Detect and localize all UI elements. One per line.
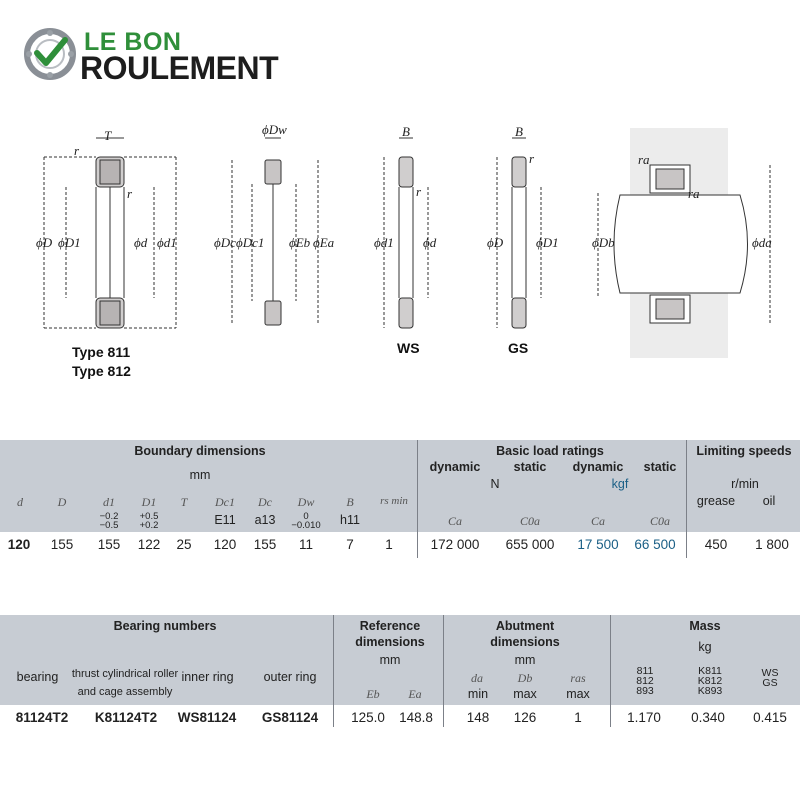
svg-text:r: r: [74, 143, 80, 158]
dynamic-n-label: dynamic: [429, 460, 481, 474]
cell-Ca-n: 172 000: [430, 537, 480, 552]
sym-B: B: [346, 495, 354, 509]
sym-C0a-n: C0a: [519, 514, 540, 528]
cell-ras: 1: [574, 710, 582, 725]
cell-mass-811: 1.170: [627, 710, 661, 725]
mass-col3-line1: WS: [761, 667, 779, 679]
svg-text:ϕDc1: ϕDc1: [236, 235, 265, 250]
roller-assembly-drawing: [232, 138, 318, 325]
svg-text:ϕD1: ϕD1: [536, 235, 559, 250]
cell-D: 155: [50, 537, 74, 552]
cell-C0a-n: 655 000: [505, 537, 555, 552]
mass-col1-label: [625, 666, 665, 696]
label-max-ras: max: [566, 687, 590, 701]
oil-label: oil: [762, 494, 776, 508]
sym-d: d: [17, 495, 23, 509]
group-mass: Mass: [689, 619, 721, 633]
sym-rs-min: rs min: [380, 495, 408, 507]
svg-text:r: r: [127, 186, 133, 201]
cell-Db: 126: [513, 710, 537, 725]
group-boundary: Boundary dimensions: [134, 444, 266, 458]
group-load-ratings: Basic load ratings: [496, 444, 604, 458]
group-reference-line2: dimensions: [355, 635, 425, 649]
tol-d1-lower: −0.5: [99, 520, 119, 531]
sym-Ea: Ea: [408, 687, 422, 701]
tol-Dw-upper: 0: [303, 511, 309, 522]
mass-col2-line3: K893: [697, 685, 723, 697]
sym-Dc: Dc: [258, 495, 272, 509]
svg-text:ϕd: ϕd: [423, 235, 437, 250]
col-assembly-line1: thrust cylindrical roller: [71, 668, 179, 680]
cell-C0a-kgf: 66 500: [634, 537, 676, 552]
group-limiting-speeds: Limiting speeds: [696, 444, 792, 458]
mass-col2-line2: K812: [697, 675, 723, 687]
cell-da: 148: [466, 710, 490, 725]
table-bearing-numbers: [0, 615, 800, 730]
logo-text-top: LE BON: [84, 28, 182, 56]
mass-col1-line2: 812: [636, 675, 654, 687]
tol-D1-upper: +0.5: [139, 511, 159, 522]
svg-text:ra: ra: [688, 186, 700, 201]
static-n-label: static: [513, 460, 547, 474]
label-max: max: [513, 687, 537, 701]
cell-Dc1: 120: [213, 537, 237, 552]
cell-bearing: 81124T2: [15, 710, 69, 725]
static-kgf-label: static: [643, 460, 677, 474]
logo-text-bottom: ROULEMENT: [80, 50, 279, 86]
svg-text:T: T: [104, 128, 112, 143]
tol-Dw-lower: −0.010: [291, 520, 321, 531]
gs-label: GS: [508, 340, 529, 356]
col-bearing: bearing: [16, 670, 59, 684]
svg-text:ϕD1: ϕD1: [58, 235, 81, 250]
svg-text:ϕd1: ϕd1: [157, 235, 177, 250]
cell-mass-WS: 0.415: [753, 710, 787, 725]
unit-mm-abut: mm: [514, 653, 536, 667]
cell-Ca-kgf: 17 500: [577, 537, 619, 552]
mass-col2-label: [688, 666, 732, 696]
cell-Ea: 148.8: [399, 710, 433, 725]
svg-text:ϕDc: ϕDc: [214, 235, 236, 250]
group-bearing-numbers: Bearing numbers: [113, 619, 217, 633]
sym-D1: D1: [141, 495, 157, 509]
cell-assembly: K81124T2: [94, 710, 158, 725]
svg-text:ϕd: ϕd: [134, 235, 148, 250]
cell-B: 7: [346, 537, 354, 552]
svg-text:B: B: [515, 124, 523, 139]
tol-D1-lower: +0.2: [139, 520, 159, 531]
svg-text:ϕda: ϕda: [752, 235, 772, 250]
ws-label: WS: [397, 340, 420, 356]
sym-D: D: [57, 495, 67, 509]
col-outer-ring: outer ring: [263, 670, 317, 684]
svg-text:ϕD: ϕD: [487, 235, 504, 250]
cell-Dw: 11: [298, 537, 313, 552]
col-assembly-line2: and cage assembly: [77, 686, 173, 698]
sym-Db: Db: [517, 671, 533, 685]
cell-Eb: 125.0: [351, 710, 385, 725]
cell-d: 120: [7, 537, 31, 552]
svg-text:B: B: [402, 124, 410, 139]
unit-n: N: [490, 477, 500, 491]
sym-Dw: Dw: [297, 495, 315, 509]
sym-d1: d1: [103, 495, 115, 509]
unit-rpm: r/min: [731, 477, 759, 491]
cell-mass-K811: 0.340: [691, 710, 725, 725]
grease-label: grease: [696, 494, 736, 508]
tol-d1-upper: −0.2: [99, 511, 119, 522]
cell-T: 25: [176, 537, 192, 552]
sym-Ca-kgf: Ca: [590, 514, 605, 528]
mass-col1-line1: 811: [636, 665, 654, 677]
table-boundary-dimensions: [0, 440, 800, 560]
svg-text:ϕEb: ϕEb: [289, 235, 311, 250]
tol-Dc1: E11: [214, 513, 236, 527]
svg-text:ra: ra: [638, 152, 650, 167]
cell-Dc: 155: [253, 537, 277, 552]
sym-T: T: [180, 495, 188, 509]
unit-mm: mm: [189, 468, 211, 482]
svg-text:ϕD: ϕD: [36, 235, 53, 250]
svg-text:r: r: [416, 184, 422, 199]
sym-da: da: [471, 671, 483, 685]
group-abutment-line2: dimensions: [490, 635, 560, 649]
unit-mm-ref: mm: [379, 653, 401, 667]
brand-logo-icon: [24, 28, 76, 80]
mounting-drawing: [598, 128, 770, 358]
sym-Ca-n: Ca: [447, 514, 462, 528]
tol-B: h11: [340, 513, 360, 527]
svg-text:ϕEa: ϕEa: [313, 235, 335, 250]
mass-col1-line3: 893: [636, 685, 654, 697]
cell-d1: 155: [97, 537, 121, 552]
sym-ras: ras: [570, 671, 586, 685]
cell-rs-min: 1: [385, 537, 393, 552]
cell-D1: 122: [137, 537, 161, 552]
svg-text:ϕd1: ϕd1: [374, 235, 394, 250]
gs-washer-drawing: [497, 138, 541, 328]
cell-oil: 1 800: [755, 537, 789, 552]
svg-text:r: r: [529, 151, 535, 166]
mass-col3-line2: GS: [762, 677, 778, 689]
unit-kg: kg: [698, 640, 712, 654]
mass-col3-label: [752, 668, 788, 688]
svg-text:ϕDw: ϕDw: [262, 122, 287, 137]
group-reference-line1: Reference: [359, 619, 421, 633]
group-abutment-line1: Abutment: [495, 619, 555, 633]
unit-kgf: kgf: [611, 477, 629, 491]
label-min: min: [467, 687, 489, 701]
cell-grease: 450: [704, 537, 728, 552]
tol-Dc: a13: [254, 513, 276, 527]
ws-washer-drawing: [384, 138, 428, 328]
type-811-drawing: [44, 138, 176, 328]
cell-inner-ring: WS81124: [177, 710, 237, 725]
cell-outer-ring: GS81124: [261, 710, 319, 725]
type-811-label: Type 811: [72, 344, 131, 360]
dynamic-kgf-label: dynamic: [572, 460, 624, 474]
svg-text:ϕDb: ϕDb: [592, 235, 615, 250]
sym-Eb: Eb: [366, 687, 380, 701]
mass-col2-line1: K811: [698, 665, 722, 677]
col-inner-ring: inner ring: [181, 670, 234, 684]
type-812-label: Type 812: [72, 363, 131, 379]
sym-C0a-kgf: C0a: [649, 514, 670, 528]
sym-Dc1: Dc1: [215, 495, 235, 509]
